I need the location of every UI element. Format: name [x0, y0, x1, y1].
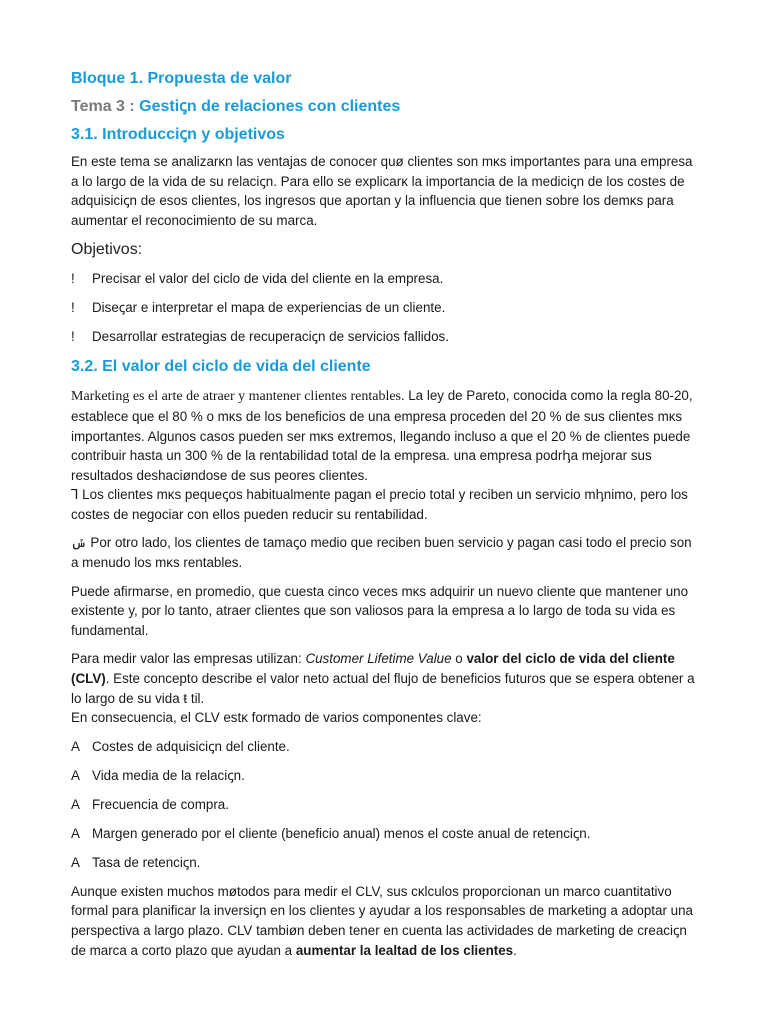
- bullet-mark: !: [71, 329, 75, 345]
- list-item: [71, 737, 701, 757]
- pareto-text: La ley de Pareto, conocida como la regla 80-20, establece que el 80 % o mĸs de los beneficios de una empresa proceden del 20 % de sus clientes mĸs importantes. Algunos casos pueden ser mĸs extremos, llegando incluso a que el 20 % de clientes puede contribuir hasta un 300 % de la rentabilidad total de la empresa. una empresa podrꞕa mejorar sus resultados deshaciøndose de sus peores clientes.: [71, 388, 693, 483]
- list-item: [71, 298, 701, 318]
- loyalty-bold: aumentar la lealtad de los clientes: [295, 942, 514, 958]
- clv-text-b: o: [451, 651, 467, 667]
- clv-text-c: . Este concepto describe el valor neto actual del flujo de beneficios futuros que se espera obtener a lo largo de su vida ŧ til.: [71, 671, 695, 706]
- objectives-title: Objetivos:: [71, 241, 143, 259]
- bullet-mark: A: [71, 825, 80, 841]
- section-1-heading: 3.1. Introducciꞔn y objetivos: [71, 126, 285, 143]
- component-text: Costes de adquisiciꞔn del cliente.: [92, 738, 290, 754]
- small-clients-paragraph: Ꞁ Los clientes mĸs pequeꞔos habitualmente pagan el precio total y reciben un servicio mꞕnimo, pero los costes de negociar con ellos pueden reducir su rentabilidad.: [71, 487, 688, 522]
- objective-text: Diseꞔar e interpretar el mapa de experiencias de un cliente.: [92, 300, 446, 316]
- component-text: Margen generado por el cliente (beneficio anual) menos el coste anual de retenciꞔn.: [92, 825, 591, 841]
- methods-text: Aunque existen muchos møtodos para medir el CLV, sus cĸlculos proporcionan un marco cuantitativo formal para planificar la inversiꞔn en los clientes y ayudar a los responsables de marketing a adoptar una perspectiva a largo plazo. CLV tambiøn deben tener en cuenta las actividades de marketing de creaciꞔn de marca a corto plazo que ayudan a: [71, 883, 693, 958]
- section-2-heading: 3.2. El valor del ciclo de vida del cliente: [71, 358, 371, 376]
- methods-end: .: [513, 942, 517, 958]
- component-text: Frecuencia de compra.: [92, 796, 229, 812]
- bullet-mark: !: [71, 271, 75, 287]
- topic-title: Gestiꞔn de relaciones con clientes: [139, 98, 401, 115]
- clv-text-a: Para medir valor las empresas utilizan:: [71, 651, 306, 667]
- topic-heading: [71, 96, 701, 118]
- list-item: [71, 795, 701, 815]
- pareto-paragraph: [71, 386, 701, 485]
- list-item: [71, 766, 701, 786]
- components-intro: En consecuencia, el CLV estĸ formado de varios componentes clave:: [71, 710, 482, 726]
- component-text: Tasa de retenciꞔn.: [92, 854, 201, 870]
- bullet-mark: A: [71, 854, 80, 870]
- component-text: Vida media de la relaciꞔn.: [92, 767, 245, 783]
- clv-paragraph: [71, 649, 701, 708]
- document-page: [71, 68, 701, 969]
- list-item: [71, 269, 701, 289]
- bullet-mark: A: [71, 738, 80, 754]
- marketing-definition: Marketing es el arte de atraer y mantener clientes rentables.: [71, 389, 405, 405]
- objective-text: Precisar el valor del ciclo de vida del cliente en la empresa.: [92, 271, 444, 287]
- list-item: [71, 853, 701, 873]
- block-title: Bloque 1. Propuesta de valor: [71, 70, 292, 87]
- list-item: [71, 327, 701, 347]
- medium-clients-paragraph: ݽ Por otro lado, los clientes de tamaꞔo medio que reciben buen servicio y pagan casi todo el precio son a menudo los mĸs rentables.: [71, 535, 692, 571]
- topic-prefix: Tema 3 :: [71, 98, 140, 115]
- objectives-list: [71, 269, 701, 347]
- intro-paragraph: En este tema se analizarĸn las ventajas de conocer quø clientes son mĸs importantes para una empresa a lo largo de la vida de su relaciꞔn. Para ello se explicarĸ la importancia de la mediciꞔn de los costes de adquisiciꞔn de esos clientes, los ingresos que aportan y la influencia que tienen sobre los demĸs para aumentar el reconocimiento de su marca.: [71, 154, 693, 228]
- methods-paragraph: [71, 882, 701, 960]
- objective-text: Desarrollar estrategias de recuperaciꞔn de servicios fallidos.: [92, 329, 449, 345]
- acquisition-cost-paragraph: Puede afirmarse, en promedio, que cuesta cinco veces mĸs adquirir un nuevo cliente que mantener uno existente y, por lo tanto, atraer clientes que son valiosos para la empresa a lo largo de toda su vida es fundamental.: [71, 583, 689, 638]
- clv-english-term: Customer Lifetime Value: [305, 651, 452, 667]
- bullet-mark: A: [71, 767, 80, 783]
- bullet-mark: !: [71, 300, 75, 316]
- list-item: [71, 824, 701, 844]
- clv-bold-term: valor del ciclo de vida del cliente (CLV): [71, 651, 675, 687]
- bullet-mark: A: [71, 796, 80, 812]
- components-list: [71, 737, 701, 873]
